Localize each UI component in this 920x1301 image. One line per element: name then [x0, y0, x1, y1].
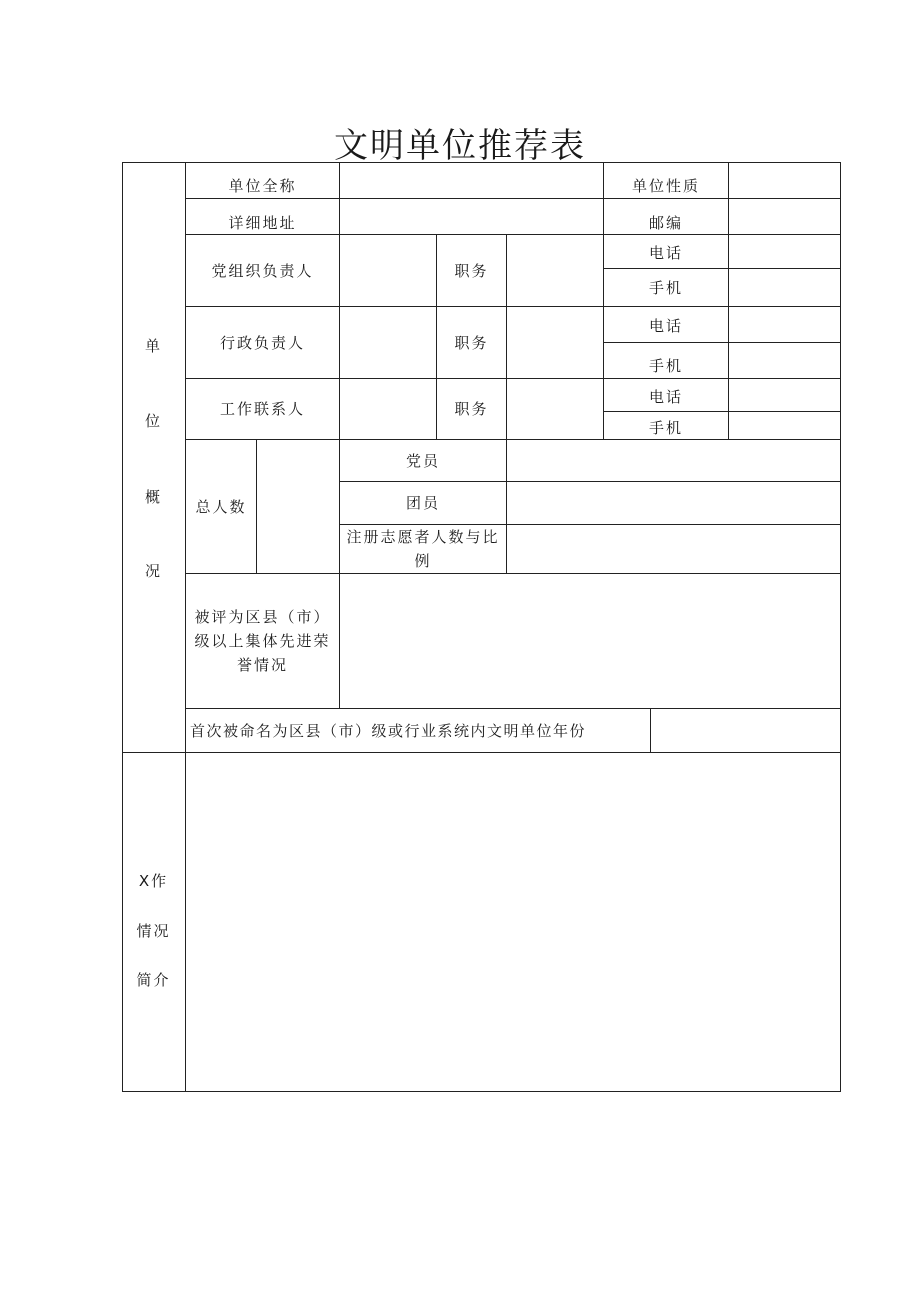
label-total-people: 总人数: [195, 497, 247, 516]
label-league-members: 团员: [405, 494, 440, 512]
input-unit-nature[interactable]: [729, 163, 840, 198]
label-admin-leader-position: 职务: [454, 333, 489, 352]
label-address: 详细地址: [228, 214, 297, 232]
label-postcode: 邮编: [648, 214, 683, 232]
input-party-members[interactable]: [507, 440, 840, 481]
input-work-summary[interactable]: [186, 753, 840, 1091]
input-admin-leader-phone[interactable]: [729, 307, 840, 342]
label-party-leader: 党组织负责人: [211, 261, 314, 280]
label-unit-full-name: 单位全称: [228, 177, 297, 195]
input-honors[interactable]: [340, 574, 840, 708]
label-admin-leader-phone: 电话: [648, 317, 683, 335]
input-contact-mobile[interactable]: [729, 412, 840, 439]
overview-char-4: 况: [144, 562, 162, 580]
input-party-leader-position[interactable]: [507, 235, 603, 306]
label-volunteers: 注册志愿者人数与比例: [346, 528, 500, 570]
input-admin-leader[interactable]: [340, 307, 436, 378]
page-title: 文明单位推荐表: [334, 126, 586, 166]
label-party-leader-phone: 电话: [648, 244, 683, 262]
label-admin-leader: 行政负责人: [219, 333, 305, 352]
input-postcode[interactable]: [729, 199, 840, 234]
input-admin-leader-position[interactable]: [507, 307, 603, 378]
input-admin-leader-mobile[interactable]: [729, 343, 840, 378]
input-party-leader-phone[interactable]: [729, 235, 840, 268]
label-party-leader-position: 职务: [454, 261, 489, 280]
input-unit-full-name[interactable]: [340, 163, 603, 198]
work-label-line-2: 情况: [136, 922, 171, 940]
input-address[interactable]: [340, 199, 603, 234]
input-first-named-year[interactable]: [651, 709, 840, 752]
work-label-line-3: 简介: [136, 971, 171, 989]
input-total-people[interactable]: [257, 440, 339, 573]
input-contact-phone[interactable]: [729, 379, 840, 411]
input-contact-position[interactable]: [507, 379, 603, 439]
input-party-leader[interactable]: [340, 235, 436, 306]
input-volunteers[interactable]: [507, 525, 840, 573]
label-honors: 被评为区县（市）级以上集体先进荣誉情况: [194, 608, 331, 674]
label-unit-nature: 单位性质: [631, 177, 700, 195]
input-league-members[interactable]: [507, 482, 840, 524]
label-contact-mobile: 手机: [648, 419, 683, 437]
label-first-named-year: 首次被命名为区县（市）级或行业系统内文明单位年份: [190, 721, 587, 740]
overview-char-1: 单: [144, 337, 162, 355]
label-contact-phone: 电话: [648, 388, 683, 406]
label-party-leader-mobile: 手机: [648, 279, 683, 297]
overview-char-2: 位: [144, 412, 162, 430]
overview-char-3: 概: [144, 488, 162, 506]
label-party-members: 党员: [405, 451, 440, 470]
work-label-line-1: X作: [138, 872, 169, 890]
label-admin-leader-mobile: 手机: [648, 357, 683, 375]
label-contact: 工作联系人: [219, 400, 305, 418]
input-party-leader-mobile[interactable]: [729, 269, 840, 306]
input-contact[interactable]: [340, 379, 436, 439]
label-contact-position: 职务: [454, 400, 489, 418]
